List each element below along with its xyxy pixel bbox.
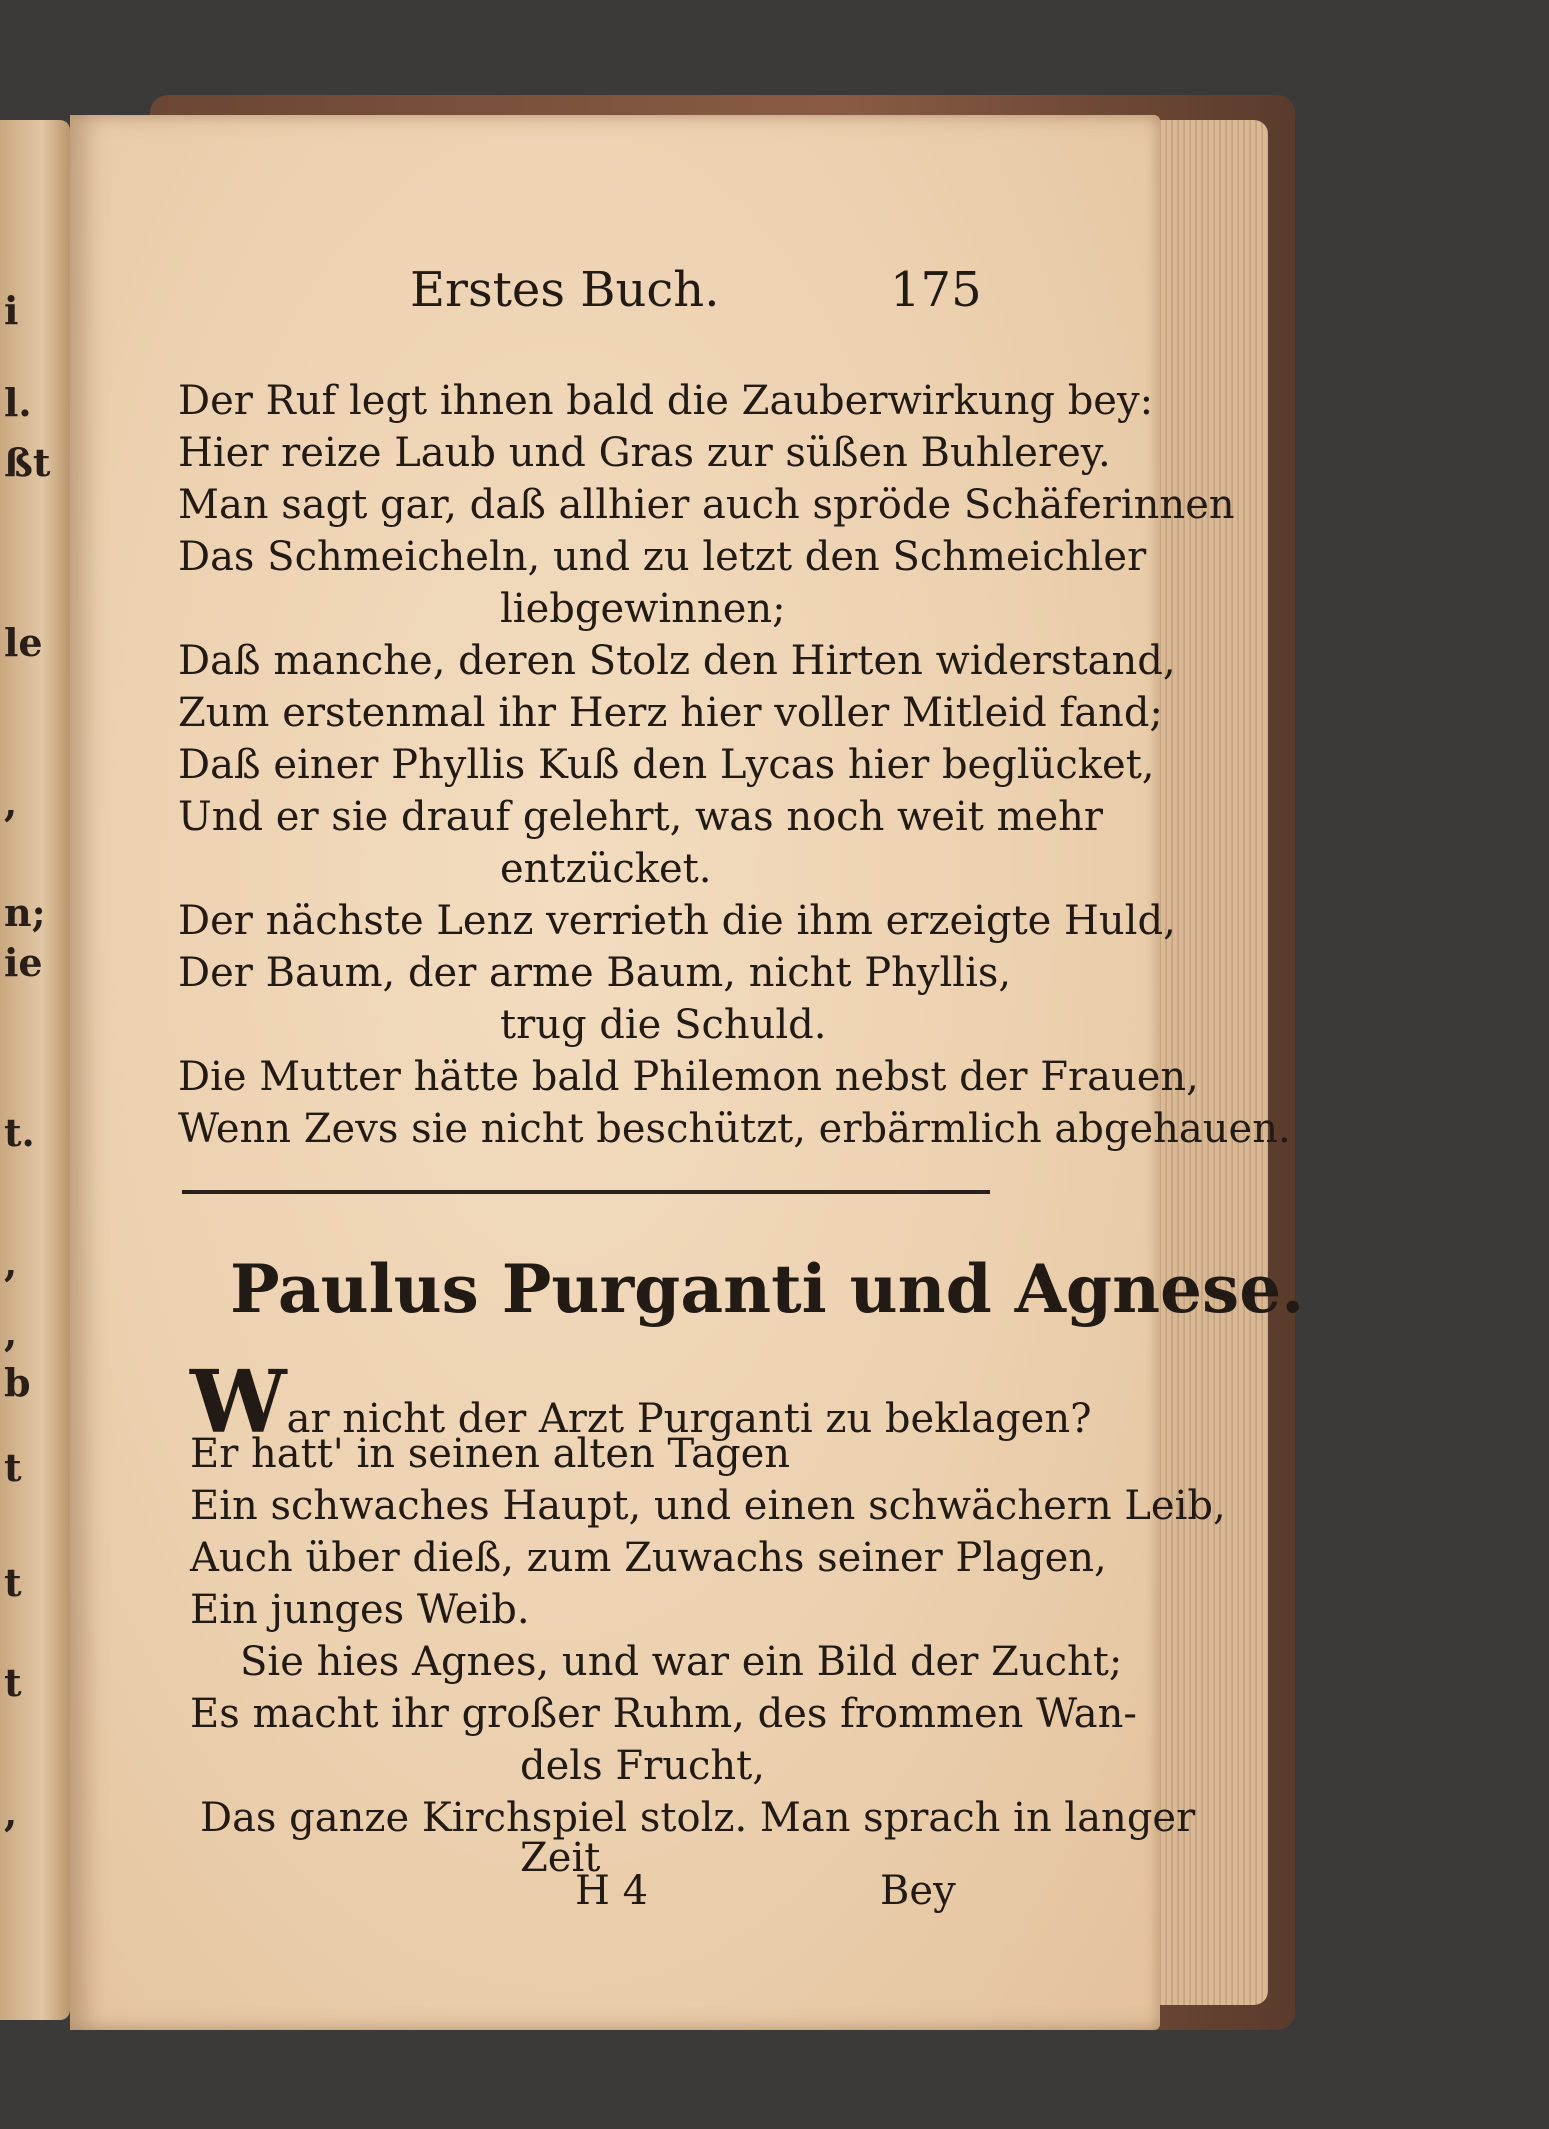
verse-line: Es macht ihr großer Ruhm, des frommen Wan- [190, 1691, 1137, 1737]
left-fragment: i [4, 288, 19, 333]
left-fragment: b [4, 1360, 31, 1405]
verse-line: Das ganze Kirchspiel stolz. Man sprach in langer [200, 1795, 1196, 1841]
verse-line: Der Ruf legt ihnen bald die Zauberwirkung bey: [178, 378, 1154, 424]
left-fragment: , [4, 1310, 18, 1355]
verse-line: Er hatt' in seinen alten Tagen [190, 1431, 790, 1477]
left-fragment: , [4, 780, 18, 825]
left-fragment: , [4, 1240, 18, 1285]
page-number: 175 [890, 262, 982, 318]
verse-line-first-text: ar nicht der Arzt Purganti zu beklagen? [286, 1396, 1092, 1442]
verse-line: Sie hies Agnes, und war ein Bild der Zucht; [240, 1639, 1123, 1685]
verse-line: Der nächste Lenz verrieth die ihm erzeigte Huld, [178, 898, 1176, 944]
left-fragment: t [4, 1560, 22, 1605]
verse-line: Ein junges Weib. [190, 1587, 530, 1633]
verse-line: Zeit [520, 1835, 601, 1881]
verse-line: Das Schmeicheln, und zu letzt den Schmeichler [178, 534, 1147, 580]
verse-line: entzücket. [500, 846, 712, 892]
running-head: Erstes Buch. [410, 262, 720, 318]
verse-line: Und er sie drauf gelehrt, was noch weit mehr [178, 794, 1104, 840]
left-fragment: ie [4, 940, 43, 985]
verse-line: Man sagt gar, daß allhier auch spröde Schäferinnen [178, 482, 1235, 528]
verse-line: Daß einer Phyllis Kuß den Lycas hier beglücket, [178, 742, 1155, 788]
verse-line: Zum erstenmal ihr Herz hier voller Mitleid fand; [178, 690, 1163, 736]
poem-title: Paulus Purganti und Agnese. [230, 1250, 1305, 1328]
left-fragment: , [4, 1790, 18, 1835]
verse-line: Auch über dieß, zum Zuwachs seiner Plagen, [190, 1535, 1107, 1581]
left-fragment: ßt [4, 440, 51, 485]
verse-line: trug die Schuld. [500, 1002, 827, 1048]
left-fragment: n; [4, 890, 46, 935]
section-divider [182, 1190, 990, 1194]
verse-line: liebgewinnen; [500, 586, 786, 632]
verse-line: Die Mutter hätte bald Philemon nebst der Frauen, [178, 1054, 1199, 1100]
verse-line: dels Frucht, [520, 1743, 765, 1789]
verse-line: Hier reize Laub und Gras zur süßen Buhlerey. [178, 430, 1111, 476]
left-fragment: l. [4, 380, 32, 425]
verse-line: Ein schwaches Haupt, und einen schwächern Leib, [190, 1483, 1226, 1529]
catchword: Bey [880, 1868, 956, 1914]
left-fragment: le [4, 620, 43, 665]
drop-cap: W [190, 1352, 287, 1453]
left-fragment: t [4, 1445, 22, 1490]
left-fragment: t. [4, 1110, 35, 1155]
verse-line: Der Baum, der arme Baum, nicht Phyllis, [178, 950, 1012, 996]
signature-mark: H 4 [575, 1868, 649, 1914]
left-fragment: t [4, 1660, 22, 1705]
verse-line: Daß manche, deren Stolz den Hirten widerstand, [178, 638, 1176, 684]
verse-line: Wenn Zevs sie nicht beschützt, erbärmlich abgehauen. [178, 1106, 1291, 1152]
